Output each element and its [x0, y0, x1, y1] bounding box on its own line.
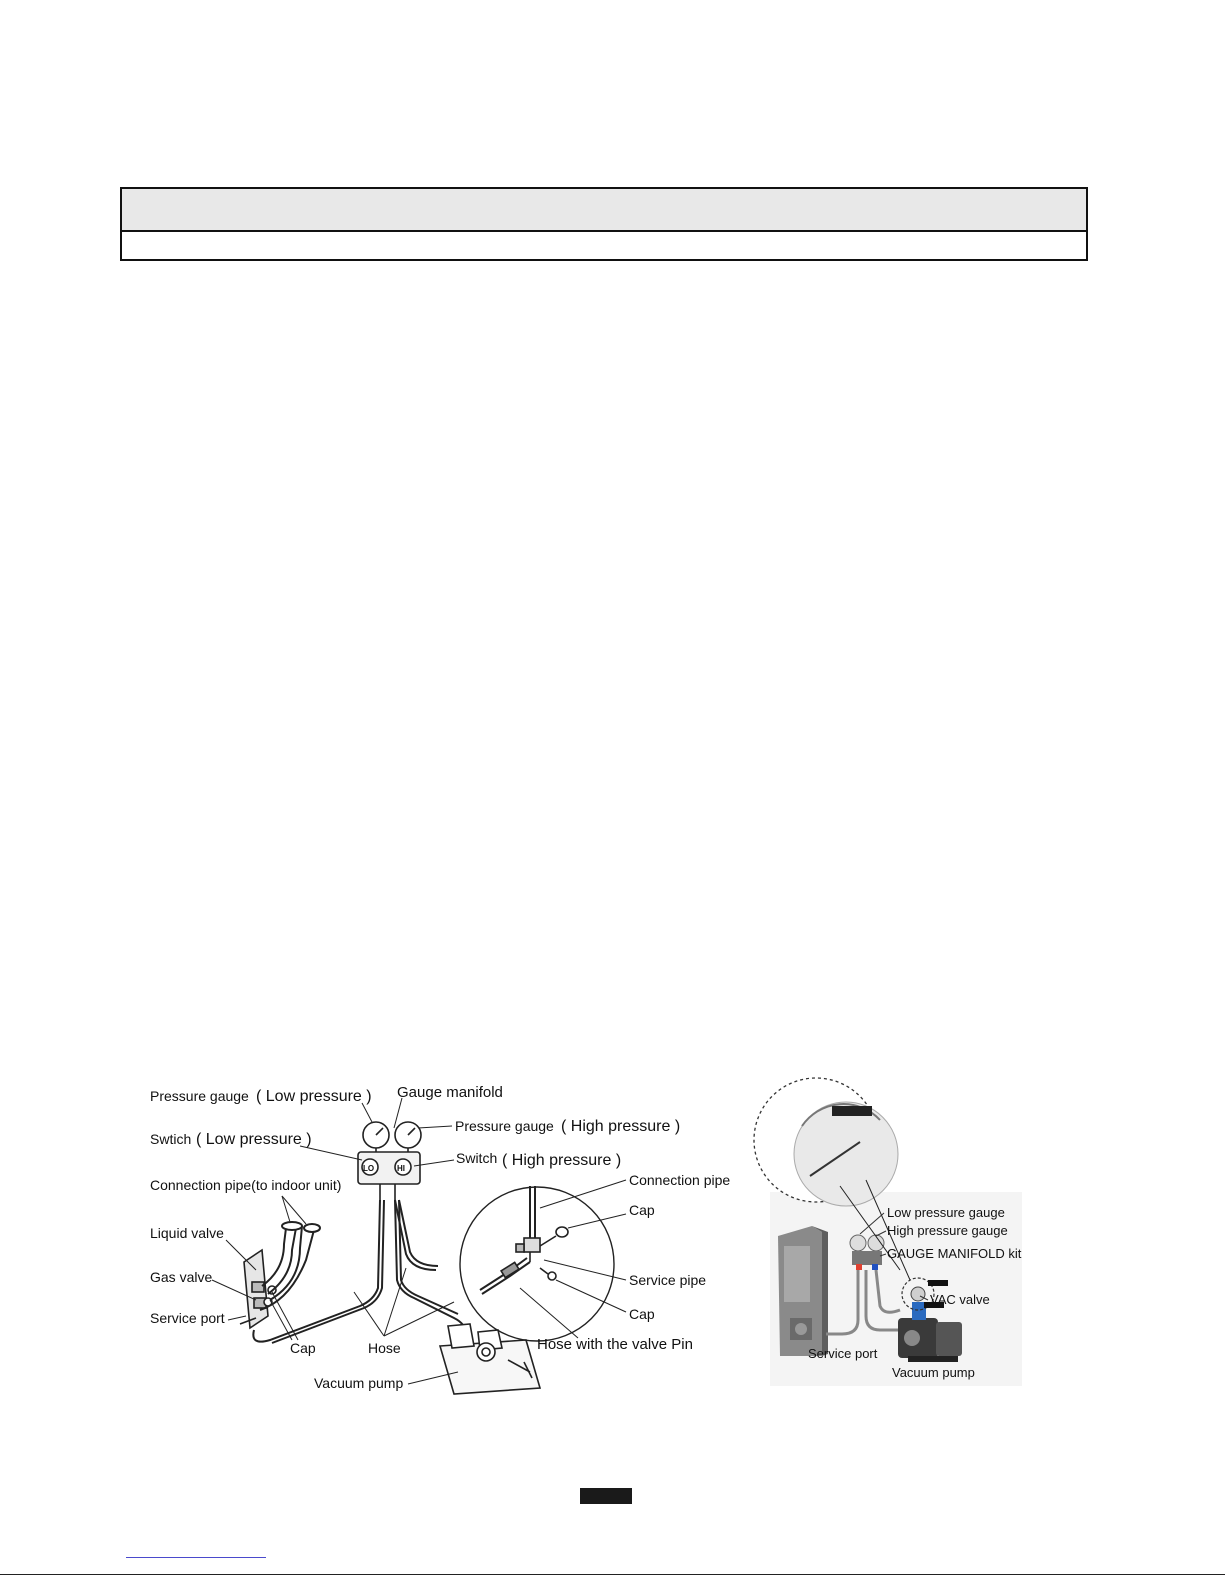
label-gauge-lo: LO — [363, 1164, 375, 1173]
label-switch-low: Swtich — [150, 1131, 192, 1147]
label-gauge-hi: HI — [397, 1164, 405, 1173]
hoses — [253, 1200, 466, 1343]
label-photo-service-port: Service port — [808, 1346, 878, 1361]
label-photo-vacuum-pump: Vacuum pump — [892, 1365, 975, 1380]
label-gauge-manifold-kit: GAUGE MANIFOLD kit — [887, 1246, 1022, 1261]
vacuum-pump — [440, 1324, 540, 1394]
label-switch-high-paren: ( High pressure ) — [502, 1152, 622, 1169]
label-pressure-gauge-high: Pressure gauge — [455, 1118, 554, 1134]
label-hose-with-valve-pin: Hose with the valve Pin — [537, 1336, 693, 1353]
label-low-pressure-gauge: Low pressure gauge — [887, 1205, 1005, 1220]
connection-pipes-indoor — [260, 1222, 320, 1310]
label-gauge-manifold: Gauge manifold — [397, 1084, 503, 1101]
right-photo — [754, 1078, 1022, 1386]
label-vac-valve: VAC valve — [930, 1292, 990, 1307]
left-labels — [150, 1084, 730, 1391]
label-connection-pipe: Connection pipe — [629, 1172, 731, 1188]
label-connection-pipe-indoor: Connection pipe(to indoor unit) — [150, 1177, 342, 1193]
photo-outdoor-unit — [778, 1226, 828, 1356]
label-pressure-gauge-low-paren: ( Low pressure ) — [256, 1088, 372, 1105]
gauge-manifold — [358, 1122, 421, 1200]
label-switch-low-paren: ( Low pressure ) — [196, 1131, 312, 1148]
label-service-pipe: Service pipe — [629, 1272, 707, 1288]
page-number-tab — [580, 1488, 632, 1504]
footer-rule — [0, 1574, 1225, 1575]
label-cap-bottom: Cap — [629, 1306, 655, 1322]
label-cap: Cap — [290, 1340, 316, 1356]
label-hose: Hose — [368, 1340, 401, 1356]
label-cap-top: Cap — [629, 1202, 655, 1218]
label-switch-high: Switch — [456, 1150, 498, 1166]
label-service-port: Service port — [150, 1310, 225, 1326]
label-pressure-gauge-high-paren: ( High pressure ) — [561, 1118, 681, 1135]
valve-detail-circle — [460, 1186, 614, 1341]
label-high-pressure-gauge: High pressure gauge — [887, 1223, 1008, 1238]
label-pressure-gauge-low: Pressure gauge — [150, 1088, 249, 1104]
footer-link-underline[interactable] — [126, 1557, 266, 1558]
label-vacuum-pump: Vacuum pump — [314, 1375, 404, 1391]
label-gas-valve: Gas valve — [150, 1269, 213, 1285]
label-liquid-valve: Liquid valve — [150, 1225, 224, 1241]
